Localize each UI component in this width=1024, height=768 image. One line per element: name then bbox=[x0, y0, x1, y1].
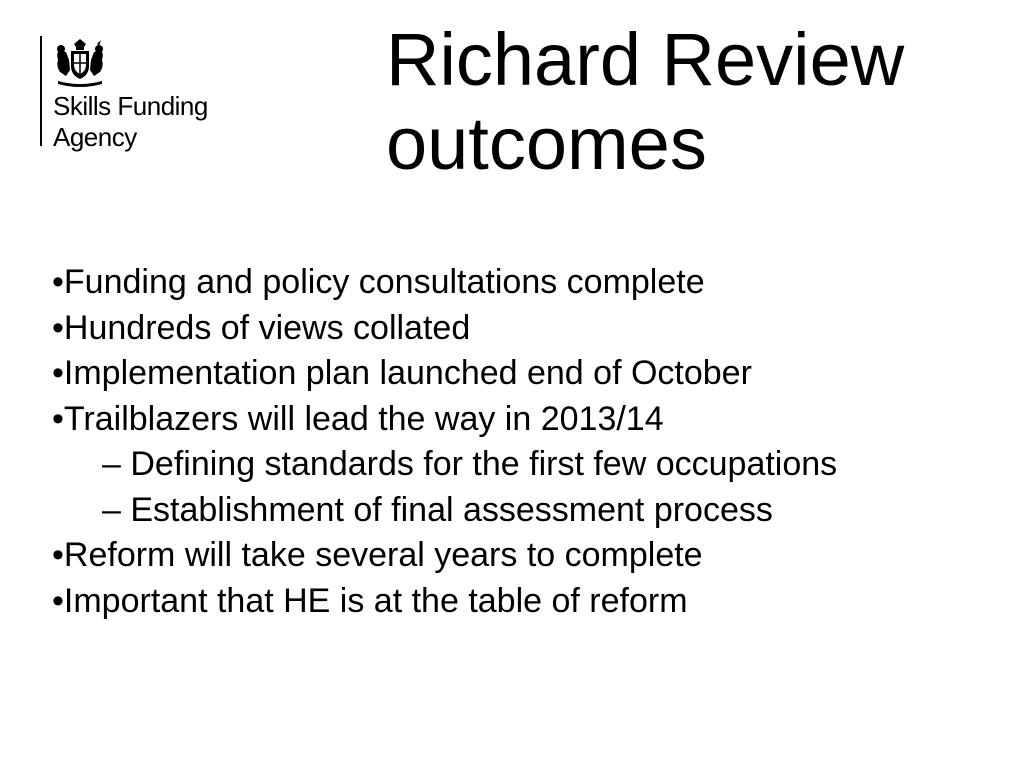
bullet-text: Reform will take several years to complete bbox=[63, 536, 703, 574]
slide-title-line-2: outcomes bbox=[386, 102, 707, 185]
royal-crest-icon bbox=[52, 38, 108, 88]
bullet-marker: • bbox=[52, 308, 64, 347]
sub-bullet-text: Establishment of final assessment process bbox=[130, 490, 773, 529]
sub-bullet-item bbox=[52, 488, 1012, 534]
bullet-marker: • bbox=[52, 263, 64, 301]
agency-name bbox=[53, 91, 208, 153]
slide-title bbox=[386, 18, 1006, 186]
bullet-marker: • bbox=[52, 354, 64, 392]
agency-logo bbox=[40, 36, 270, 150]
bullet-item bbox=[52, 306, 1012, 352]
bullet-marker: • bbox=[52, 581, 64, 620]
bullet-item bbox=[52, 579, 1012, 625]
agency-name-line-2: Agency bbox=[53, 122, 137, 152]
bullet-item bbox=[52, 260, 1012, 306]
bullet-text: Implementation plan launched end of October bbox=[63, 354, 752, 392]
bullet-marker: • bbox=[52, 536, 64, 574]
sub-bullet-item bbox=[52, 442, 1012, 488]
bullet-item bbox=[52, 351, 1012, 397]
sub-bullet-text: Defining standards for the first few occupations bbox=[130, 445, 838, 483]
agency-name-line-1: Skills Funding bbox=[53, 91, 208, 121]
logo-divider bbox=[40, 36, 42, 146]
bullet-text: Hundreds of views collated bbox=[63, 308, 471, 347]
bullet-item bbox=[52, 397, 1012, 443]
bullet-list bbox=[52, 260, 1012, 624]
sub-bullet-marker: – bbox=[102, 490, 131, 529]
bullet-text: Funding and policy consultations complete bbox=[63, 263, 705, 301]
bullet-marker: • bbox=[52, 399, 64, 438]
bullet-text: Trailblazers will lead the way in 2013/14 bbox=[63, 399, 664, 438]
sub-bullet-marker: – bbox=[102, 445, 131, 483]
slide-title-line-1: Richard Review bbox=[386, 18, 905, 101]
bullet-text: Important that HE is at the table of reform bbox=[63, 581, 688, 620]
bullet-item bbox=[52, 533, 1012, 579]
